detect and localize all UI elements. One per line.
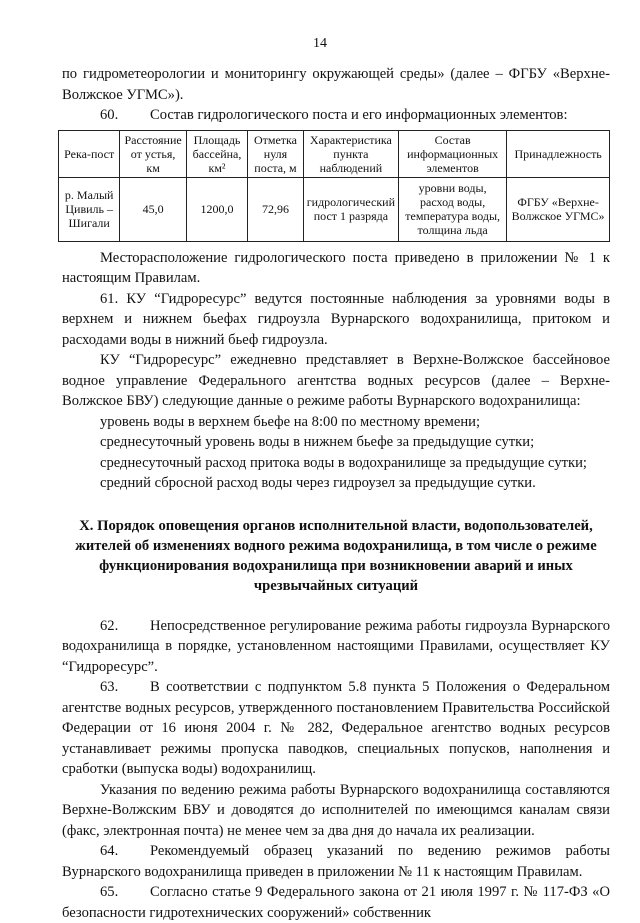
paragraph-number: 64. [100,843,119,859]
list-item: среднесуточный уровень воды в нижнем бьефе за предыдущие сутки; [100,434,535,450]
table-cell: уровни воды, расход воды, температура воды, толщина льда [399,177,507,241]
table-cell: 45,0 [120,177,186,241]
section-heading: X. Порядок оповещения органов исполнительной власти, водопользователей, жителей об изменениях водного режима водохранилища, в том числе о режиме функционирования водохранилища при возникновении аварий и иных чрезвычайных ситуаций [75,517,597,594]
paragraph-text: Непосредственное регулирование режима работы гидроузла Вурнарского водохранилища в порядке, установленном настоящими Правилами, осуществляет КУ “Гидроресурс”. [62,617,610,675]
table-cell: гидрологический пост 1 разряда [303,177,398,241]
page-number: 14 [313,36,327,51]
paragraph-63b: Указания по ведению режима работы Вурнарского водохранилища составляются Верхне-Волжским БВУ и доводятся до исполнителей по имеющимся каналам связи (факс, электронная почта) не менее чем за два дня до начала их реализации. [62,781,610,839]
paragraph-61b: КУ “Гидроресурс” ежедневно представляет в Верхне-Волжское бассейновое водное управление Федерального агентства водных ресурсов (далее – Верхне-Волжское БВУ) следующие данные о режиме работы Вурнарского водохранилища: [62,352,610,409]
table-cell: р. Малый Цивиль – Шигали [59,177,120,241]
paragraph-text: Согласно статье 9 Федерального закона от 21 июля 1997 г. № 117-ФЗ «О безопасности гидротехнических сооружений» собственник [62,884,610,921]
table-header: Площадь бассейна, км² [186,130,247,177]
table-header: Расстояние от устья, км [120,130,186,177]
list-item: среднесуточный расход притока воды в водохранилище за предыдущие сутки; [100,454,587,471]
table-header: Отметка нуля поста, м [248,130,304,177]
list-item: средний сбросной расход воды через гидроузел за предыдущие сутки. [100,475,536,491]
document-body [62,64,610,923]
paragraph-number: 60. [100,107,119,123]
table-header: Река-пост [59,130,120,177]
paragraph-65 [62,882,610,923]
table-header: Характеристика пункта наблюдений [303,130,398,177]
paragraph-number: 65. [100,884,119,900]
paragraph-64 [62,841,610,882]
paragraph-text: Рекомендуемый образец указаний по ведению режимов работы Вурнарского водохранилища приведен в приложении № 11 к настоящим Правилам. [62,843,610,880]
table-header: Состав информационных элементов [399,130,507,177]
intro-line: по гидрометеорологии и мониторингу окружающей среды» (далее – ФГБУ «Верхне-Волжское УГМС»). [62,66,610,103]
paragraph-60 [62,105,610,126]
paragraph-text: В соответствии с подпунктом 5.8 пункта 5 Положения о Федеральном агентстве водных ресурсов, утвержденного постановлением Правительства Российской Федерации от 16 июня 2004 г. № 282, Федеральное агентство водных ресурсов устанавливает режимы пропуска паводков, специальных попусков, наполнения и сработки (выпуска воды) водохранилищ. [62,679,610,777]
table-row [59,177,610,241]
table-header: Принадлежность [507,130,610,177]
table-cell: 72,96 [248,177,304,241]
paragraph-61: 61. КУ “Гидроресурс” ведутся постоянные наблюдения за уровнями воды в верхнем и нижнем бьефах гидроузла Вурнарского водохранилища, притоком и расходами воды в нижний бьеф гидроузла. [62,290,610,348]
paragraph-text: Состав гидрологического поста и его информационных элементов: [150,107,568,123]
paragraph-63 [62,677,610,780]
paragraph-number: 62. [100,617,119,634]
list-item: уровень воды в верхнем бьефе на 8:00 по местному времени; [100,413,481,430]
paragraph-62 [62,616,610,678]
table-header-row [59,130,610,177]
location-paragraph: Месторасположение гидрологического поста приведено в приложении № 1 к настоящим Правилам. [62,249,610,286]
table-cell: 1200,0 [186,177,247,241]
paragraph-number: 63. [100,679,119,695]
table-cell: ФГБУ «Верхне-Волжское УГМС» [507,177,610,241]
hydro-post-table [58,130,610,242]
